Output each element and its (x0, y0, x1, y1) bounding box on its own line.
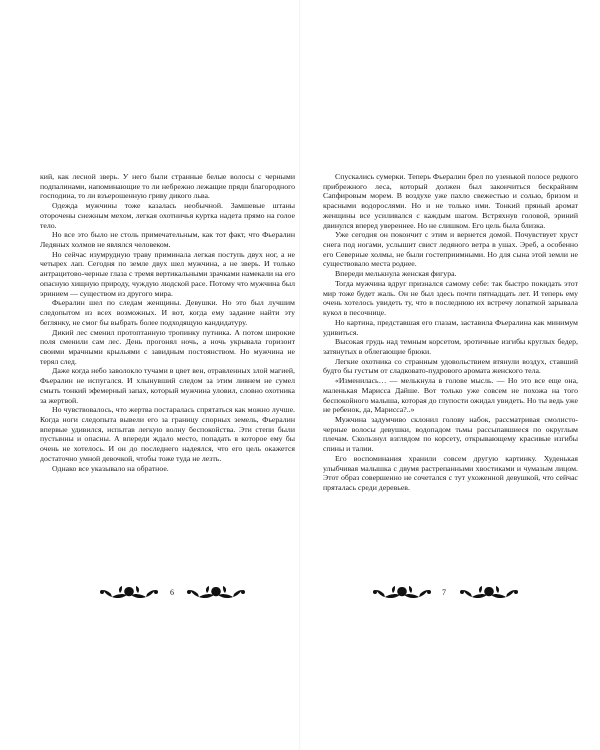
left-page-footer (40, 584, 295, 608)
body-paragraph: Легкие охотника со странным удовольствием втянули воздух, ставший будто бы густым от сладковато-пудрового аромата женского тела. (323, 356, 578, 376)
right-page-footer (323, 584, 578, 608)
body-paragraph: Мужчина задумчиво склонил голову набок, рассматривая смолисто-черные волосы девушки, водопадом тьмы рассыпавшиеся по округлым плечам. Скользнул взглядом по корсету, открывающему красивые изгибы спины и талии. (323, 414, 578, 454)
body-paragraph: Но все это было не столь примечательным, как тот факт, что Фьералин Ледяных холмов не являлся человеком. (40, 230, 295, 250)
body-paragraph: Впереди мелькнула женская фигура. (335, 269, 457, 279)
page-number-left: 6 (170, 588, 174, 597)
floral-ornament-icon (371, 584, 433, 602)
page-gutter (299, 0, 301, 750)
body-paragraph: Но сейчас изумрудную траву приминала легкая поступь двух ног, а не четырех лап. Сегодня по земле двух шел мужчина, а не зверь. И только антрацитово-черные глаза с тремя вертикальными зрачками намекали на его опасную хищную природу, чуждую людской расе. Потому что мужчина был эринием — существом из другого мира. (40, 249, 295, 298)
body-paragraph: Однако все указывало на обратное. (52, 463, 169, 473)
page-number-right: 7 (442, 588, 446, 597)
right-page-text (323, 172, 578, 493)
floral-ornament-icon (458, 584, 520, 602)
body-paragraph: Его воспоминания хранили совсем другую картинку. Худенькая улыбчивая малышка с двумя растрепанными хвостиками и чумазым лицом. Этот образ совершенно не сочетался с тут ухоженной девушкой, что сейчас пряталась среди деревьев. (323, 453, 578, 492)
body-paragraph: Но картина, представшая его глазам, заставила Фьералина как минимум удивиться. (323, 317, 578, 337)
body-paragraph: Одежда мужчины тоже казалась необычной. Замшевые штаны оторочены снежным мехом, легкая охотничья куртка надета прямо на голое тело. (40, 201, 295, 230)
body-paragraph: Высокая грудь над темным корсетом, эротичные изгибы круглых бедер, затянутых в облегающие брюки. (323, 337, 578, 356)
floral-ornament-icon (185, 584, 247, 602)
body-paragraph: Уже сегодня он покончит с этим и вернется домой. Почувствует хруст снега под ногами, услышит свист ледяного ветра в ушах. Эреб, а особенно его Северные холмы, не были гостеприимными. Но для сына этой земли не существовало места роднее. (323, 230, 578, 269)
body-paragraph: Фьералин шел по следам женщины. Девушки. Но это был лучшим следопытом из всех возможных. И вот, когда ему задание найти эту беглянку, не смог бы выбрать более подходящую кандидатуру. (40, 298, 295, 327)
floral-ornament-icon (98, 584, 160, 602)
body-paragraph: Дикий лес сменил протоптанную тропинку путника. А потом широкие поля сменили сам лес. День прогонял ночь, а ночь укрывала горизонт своими мрачными крыльями с завидным постоянством. Но мужчина не терял след. (40, 327, 295, 366)
body-paragraph: кий, как лесной зверь. У него были странные белые волосы с черными подпалинами, напоминающие то ли небрежно лежащие пряди благородного господина, то ли взъерошенную гриву дикого льва. (40, 172, 295, 201)
left-page-text (40, 172, 295, 473)
body-paragraph: Спускались сумерки. Теперь Фьералин брел по узенькой полосе редкого прибрежного леса, который должен был закончиться бескрайним Сапфировым морем. В воздухе уже пахло свежестью и солью, бризом и красными водорослями. Но и не только ими. Тонкий пряный аромат женщины все усиливался с каждым шагом. Встряхнув головой, эриний двинулся вперед увереннее. Но не слишком. Его цель была близка. (323, 172, 578, 230)
body-paragraph: Даже когда небо заволокло тучами в цвет вен, отравленных злой магией, Фьералин не испугался. И хлынувший следом за этим ливнем не сумел смыть тонкий эфемерный запах, который мужчина уловил, словно охотника за жертвой. (40, 366, 295, 405)
body-paragraph: Но чувствовалось, что жертва постаралась спрятаться как можно лучше. Когда ноги следопыта вывели его за границу спорных земель, Фьералин впервые удивился, испытав легкую волну беспокойства. Эти степи были пустынны и опасны. А впереди ждало место, попадать в которое ему бы очень не хотелось. И он до последнего надеялся, что его цель окажется достаточно умной девочкой, чтобы тоже туда не лезть. (40, 405, 295, 463)
body-paragraph: «Изменилась… — мелькнула в голове мысль. — Но это все еще она, маленькая Марисса Дайше. Вот только уже совсем не похожа на того беспокойного малыша, которая до глупости ожидал увидеть. Но ты ведь уже не ребенок, да, Марисса?..» (323, 376, 579, 415)
body-paragraph: Тогда мужчина вдруг признался самому себе: так быстро покидать этот мир тоже будет жаль. Он не был здесь почти пятнадцать лет. И теперь ему очень хотелось увидеть ту, что в последнюю их встречу лопаткой зарывала кукол в песочнице. (323, 278, 578, 318)
